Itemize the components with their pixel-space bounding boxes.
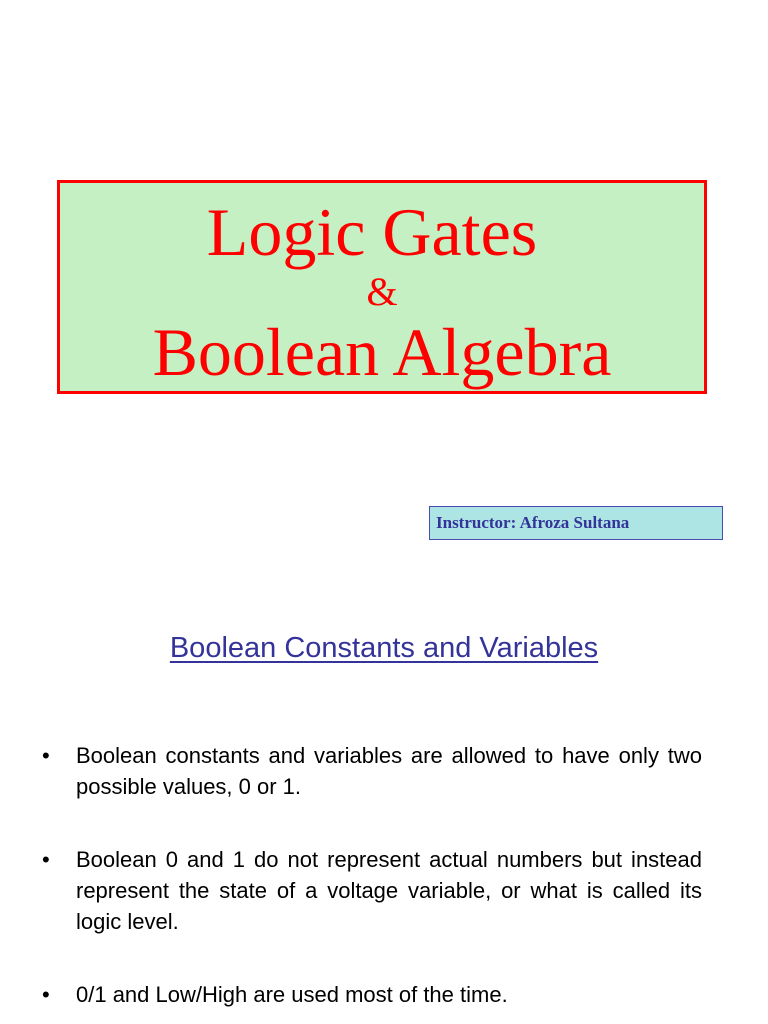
bullet-marker: • <box>42 847 50 872</box>
bullet-text: 0/1 and Low/High are used most of the time. <box>76 982 508 1007</box>
title-line-logic-gates: Logic Gates <box>206 194 538 270</box>
bullet-item <box>40 979 702 1010</box>
instructor-label: Instructor: Afroza Sultana <box>429 506 723 540</box>
bullet-item <box>40 740 702 802</box>
bullet-marker: • <box>42 982 50 1007</box>
bullet-text: Boolean constants and variables are allowed to have only two possible values, 0 or 1. <box>76 743 702 799</box>
bullet-text: Boolean 0 and 1 do not represent actual numbers but instead represent the state of a voltage variable, or what is called its logic level. <box>76 847 702 934</box>
bullet-marker: • <box>42 743 50 768</box>
section-heading: Boolean Constants and Variables <box>169 632 599 664</box>
bullet-list <box>40 740 702 1010</box>
title-box <box>57 180 707 394</box>
bullet-item <box>40 844 702 937</box>
title-line-boolean-algebra: Boolean Algebra <box>152 314 612 390</box>
title-ampersand: & <box>366 269 398 314</box>
